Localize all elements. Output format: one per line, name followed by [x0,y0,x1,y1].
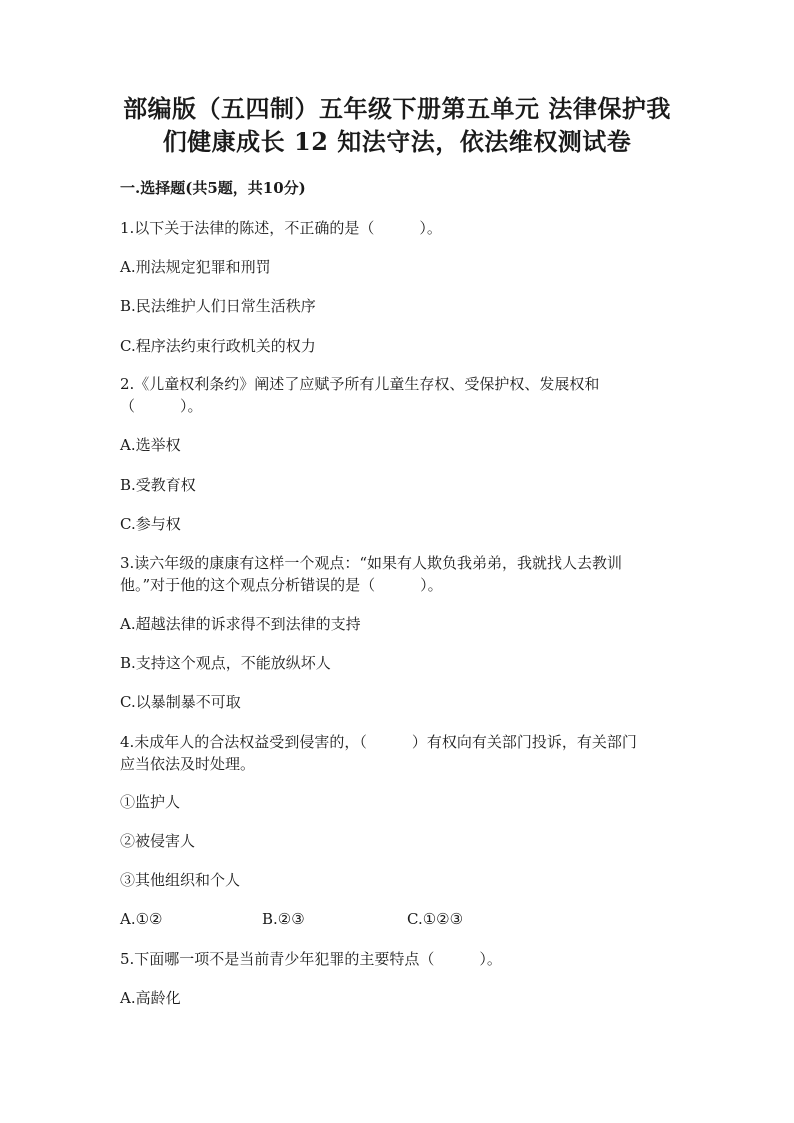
title-line-1: 部编版（五四制）五年级下册第五单元 法律保护我 [123,94,671,123]
question-4-stem-line-2: 应当依法及时处理。 [120,755,256,773]
question-3-stem-line-2: 他。”对于他的这个观点分析错误的是（ ）。 [120,576,443,594]
question-5-stem: 5.下面哪一项不是当前青少年犯罪的主要特点（ ）。 [120,950,502,968]
question-3-option-a: A.超越法律的诉求得不到法律的支持 [120,615,361,633]
title-line-2: 们健康成长 12 知法守法，依法维权测试卷 [162,127,632,156]
question-2-option-a: A.选举权 [120,436,181,454]
question-4-item-3: ③其他组织和个人 [120,871,241,889]
question-3-option-c: C.以暴制暴不可取 [120,693,241,711]
question-2-option-c: C.参与权 [120,515,181,533]
question-1-option-b: B.民法维护人们日常生活秩序 [120,297,316,315]
question-4-item-2: ②被侵害人 [120,832,196,850]
question-4-option-c: C.①②③ [407,910,464,928]
question-4-option-a: A.①② [120,910,163,928]
question-3-stem-line-1: 3.读六年级的康康有这样一个观点：“如果有人欺负我弟弟，我就找人去教训 [120,554,622,572]
question-2-stem-line-2: （ ）。 [120,397,203,415]
question-3-option-b: B.支持这个观点，不能放纵坏人 [120,654,331,672]
question-4-item-1: ①监护人 [120,793,181,811]
question-4-option-b: B.②③ [262,910,305,928]
question-4-stem-line-1: 4.未成年人的合法权益受到侵害的，（ ）有权向有关部门投诉，有关部门 [120,733,637,751]
section-heading: 一.选择题(共5题，共10分) [120,179,306,197]
question-2-option-b: B.受教育权 [120,476,196,494]
question-1-option-a: A.刑法规定犯罪和刑罚 [120,258,271,276]
question-1-stem: 1.以下关于法律的陈述，不正确的是（ ）。 [120,219,442,237]
question-2-stem-line-1: 2.《儿童权利条约》阐述了应赋予所有儿童生存权、受保护权、发展权和 [120,375,600,393]
question-1-option-c: C.程序法约束行政机关的权力 [120,337,316,355]
question-5-option-a: A.高龄化 [120,989,181,1007]
page-title [100,92,694,158]
